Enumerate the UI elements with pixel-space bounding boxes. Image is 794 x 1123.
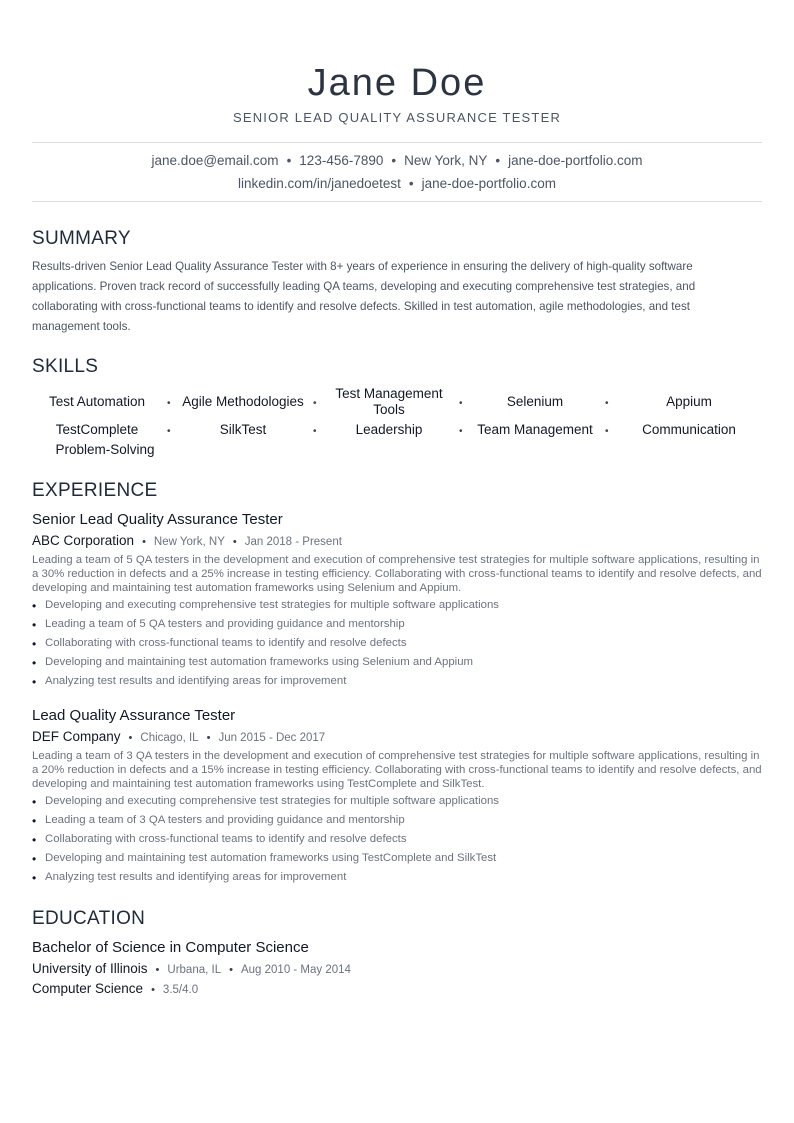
job-dates: Jan 2018 - Present	[244, 536, 342, 548]
skill-separator: •	[459, 426, 463, 437]
meta-separator: •	[232, 536, 237, 548]
meta-separator: •	[229, 964, 233, 976]
contact-separator: •	[408, 176, 414, 191]
list-item	[32, 792, 762, 811]
skill-item: Team Management	[477, 422, 593, 437]
bullet-text: Collaborating with cross-functional teams to identify and resolve defects	[45, 637, 407, 649]
bullet-text: Collaborating with cross-functional teams to identify and resolve defects	[45, 833, 407, 845]
contact-separator: •	[286, 153, 292, 168]
bullet-text: Analyzing test results and identifying areas for improvement	[45, 675, 347, 687]
contact-separator: •	[391, 153, 397, 168]
list-item	[32, 811, 762, 830]
email-link[interactable]: jane.doe@email.com	[151, 153, 279, 168]
job-location: Chicago, IL	[140, 732, 199, 744]
bullet-icon: •	[32, 675, 37, 689]
bullet-icon: •	[32, 871, 37, 885]
bullet-text: Developing and maintaining test automation frameworks using Selenium and Appium	[45, 656, 474, 668]
field-of-study: Computer Science	[32, 981, 144, 996]
skills-heading: SKILLS	[32, 356, 99, 377]
skill-separator: •	[605, 426, 609, 437]
job-title: Lead Quality Assurance Tester	[32, 707, 236, 724]
contact-line-1	[32, 153, 762, 168]
bullet-icon: •	[32, 618, 37, 632]
location-text: New York, NY	[404, 153, 488, 168]
skill-item: Problem-Solving	[55, 442, 155, 457]
skill-item: SilkTest	[219, 422, 267, 437]
bullet-icon: •	[32, 656, 37, 670]
contact-line-2	[32, 176, 762, 191]
bullet-text: Analyzing test results and identifying areas for improvement	[45, 871, 347, 883]
list-item	[32, 615, 762, 634]
degree-title: Bachelor of Science in Computer Science	[32, 939, 309, 956]
meta-separator: •	[142, 536, 146, 548]
job-location: New York, NY	[153, 536, 225, 548]
candidate-title: SENIOR LEAD QUALITY ASSURANCE TESTER	[232, 110, 562, 125]
meta-separator: •	[128, 732, 133, 744]
education-heading: EDUCATION	[32, 908, 146, 929]
skill-separator: •	[459, 398, 463, 409]
school-meta	[32, 961, 351, 976]
job-bullet-list	[32, 792, 762, 887]
bullet-text: Developing and executing comprehensive test strategies for multiple software applications	[45, 599, 499, 611]
list-item	[32, 849, 762, 868]
job-description: Leading a team of 5 QA testers in the development and execution of comprehensive test strategies for multiple software applications, resulting in a 30% reduction in defects and a 25% increase in testing efficiency. Collaborating with cross-functional teams to identify and resolve defects, and developing and maintaining test automation frameworks using Selenium and Appium.	[32, 554, 762, 594]
summary-text: Results-driven Senior Lead Quality Assurance Tester with 8+ years of experience in ensuring the delivery of high-quality software applications. Proven track record of successfully leading QA teams, developing and executing comprehensive test strategies, and collaborating with cross-functional teams to identify and resolve defects. Skilled in test automation, agile methodologies, and test management tools.	[32, 260, 696, 333]
bullet-icon: •	[32, 833, 37, 847]
list-item	[32, 596, 762, 615]
skill-separator: •	[167, 398, 171, 409]
skill-item: Leadership	[355, 422, 423, 437]
skill-item: Test Management Tools	[335, 386, 443, 417]
bullet-text: Developing and executing comprehensive test strategies for multiple software applications	[45, 795, 499, 807]
skill-separator: •	[313, 398, 317, 409]
job-meta	[32, 533, 342, 548]
skill-item: Agile Methodologies	[182, 394, 304, 409]
linkedin-link[interactable]: linkedin.com/in/janedoetest	[238, 176, 401, 191]
field-meta	[32, 981, 198, 996]
job-dates: Jun 2015 - Dec 2017	[218, 732, 326, 744]
list-item	[32, 653, 762, 672]
portfolio-link-2[interactable]: jane-doe-portfolio.com	[421, 176, 556, 191]
school-location: Urbana, IL	[167, 964, 222, 976]
skill-item: Appium	[666, 394, 712, 409]
skill-item: Test Automation	[48, 394, 146, 409]
meta-separator: •	[151, 984, 155, 996]
candidate-name: Jane Doe	[307, 62, 487, 104]
job-description: Leading a team of 3 QA testers in the development and execution of comprehensive test strategies for multiple software applications, resulting in a 20% reduction in defects and a 15% increase in testing efficiency. Collaborating with cross-functional teams to identify and resolve defects, and developing and maintaining test automation frameworks using TestComplete and SilkTest.	[32, 750, 762, 790]
portfolio-link[interactable]: jane-doe-portfolio.com	[508, 153, 643, 168]
meta-separator: •	[155, 964, 160, 976]
company-name: ABC Corporation	[32, 533, 135, 548]
skill-item: TestComplete	[55, 422, 139, 437]
job-title: Senior Lead Quality Assurance Tester	[32, 511, 283, 528]
list-item	[32, 634, 762, 653]
bullet-icon: •	[32, 795, 37, 809]
school-dates: Aug 2010 - May 2014	[240, 964, 351, 976]
list-item	[32, 830, 762, 849]
divider-top	[32, 142, 762, 143]
skill-item: Communication	[642, 422, 736, 437]
contact-separator: •	[495, 153, 501, 168]
company-name: DEF Company	[32, 729, 121, 744]
summary-heading: SUMMARY	[32, 228, 131, 249]
skill-separator: •	[313, 426, 317, 437]
job-meta	[32, 729, 325, 744]
meta-separator: •	[206, 732, 211, 744]
bullet-text: Developing and maintaining test automation frameworks using TestComplete and SilkTest	[45, 852, 497, 864]
gpa-value: 3.5/4.0	[162, 984, 199, 996]
school-name: University of Illinois	[32, 961, 148, 976]
divider-bottom	[32, 201, 762, 202]
bullet-text: Leading a team of 3 QA testers and providing guidance and mentorship	[45, 814, 405, 826]
bullet-icon: •	[32, 814, 37, 828]
phone-text: 123-456-7890	[299, 153, 384, 168]
skill-item: Selenium	[506, 394, 564, 409]
bullet-icon: •	[32, 637, 37, 651]
bullet-icon: •	[32, 852, 37, 866]
bullet-icon: •	[32, 599, 37, 613]
bullet-text: Leading a team of 5 QA testers and providing guidance and mentorship	[45, 618, 405, 630]
skill-separator: •	[605, 398, 609, 409]
job-bullet-list	[32, 596, 762, 691]
list-item	[32, 672, 762, 691]
list-item	[32, 868, 762, 887]
experience-heading: EXPERIENCE	[32, 480, 158, 501]
skill-separator: •	[167, 426, 171, 437]
